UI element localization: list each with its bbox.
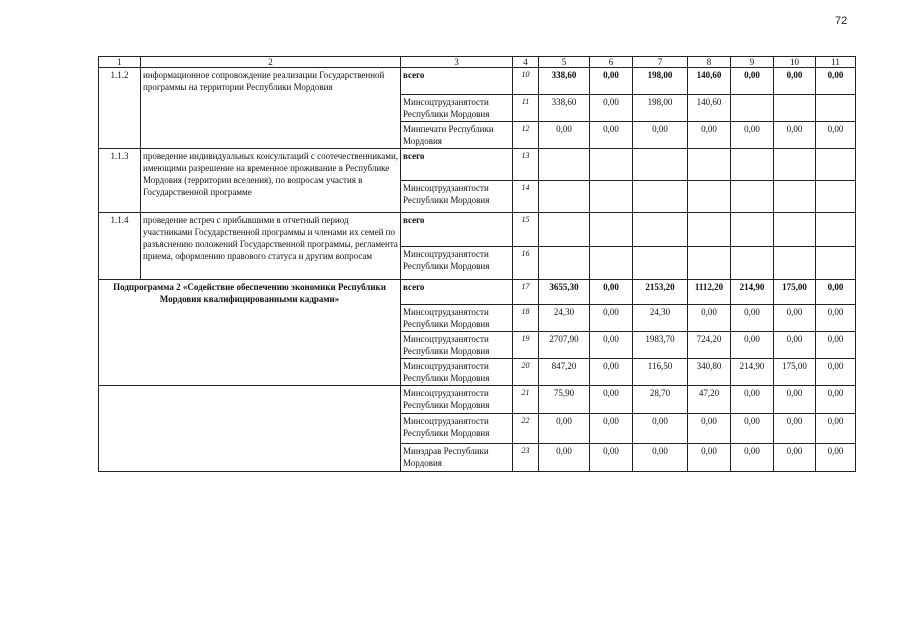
value-cell: 175,00 bbox=[774, 280, 816, 305]
value-cell bbox=[590, 181, 633, 213]
row-number: 22 bbox=[513, 414, 539, 444]
value-cell: 24,30 bbox=[539, 305, 590, 332]
value-cell bbox=[731, 213, 774, 247]
value-cell bbox=[774, 95, 816, 122]
value-cell bbox=[539, 149, 590, 181]
row-number: 16 bbox=[513, 247, 539, 280]
source-cell: Минсоцтрудзанятости Республики Мордовия bbox=[401, 359, 513, 386]
value-cell: 340,80 bbox=[688, 359, 731, 386]
value-cell: 0,00 bbox=[774, 68, 816, 95]
value-cell: 0,00 bbox=[731, 444, 774, 472]
value-cell: 338,60 bbox=[539, 95, 590, 122]
value-cell bbox=[590, 213, 633, 247]
row-number: 10 bbox=[513, 68, 539, 95]
value-cell: 0,00 bbox=[731, 386, 774, 414]
header-row bbox=[99, 57, 856, 68]
value-cell: 847,20 bbox=[539, 359, 590, 386]
source-cell: Минздрав Республики Мордовия bbox=[401, 444, 513, 472]
value-cell: 0,00 bbox=[816, 68, 856, 95]
source-cell: Минсоцтрудзанятости Республики Мордовия bbox=[401, 332, 513, 359]
value-cell: 0,00 bbox=[590, 359, 633, 386]
value-cell bbox=[816, 181, 856, 213]
value-cell bbox=[539, 213, 590, 247]
source-cell: Минсоцтрудзанятости Республики Мордовия bbox=[401, 95, 513, 122]
value-cell: 0,00 bbox=[816, 359, 856, 386]
item-code: 1.1.2 bbox=[99, 68, 141, 149]
value-cell bbox=[688, 247, 731, 280]
row-number: 20 bbox=[513, 359, 539, 386]
budget-table bbox=[98, 56, 856, 472]
header-cell: 4 bbox=[513, 57, 539, 68]
value-cell bbox=[590, 149, 633, 181]
value-cell: 214,90 bbox=[731, 359, 774, 386]
value-cell: 724,20 bbox=[688, 332, 731, 359]
source-cell: всего bbox=[401, 149, 513, 181]
value-cell: 47,20 bbox=[688, 386, 731, 414]
value-cell: 0,00 bbox=[688, 414, 731, 444]
value-cell: 0,00 bbox=[816, 444, 856, 472]
item-code: 1.1.4 bbox=[99, 213, 141, 280]
header-cell: 9 bbox=[731, 57, 774, 68]
value-cell: 0,00 bbox=[816, 280, 856, 305]
source-cell: Минпечати Республики Мордовия bbox=[401, 122, 513, 149]
value-cell: 0,00 bbox=[539, 414, 590, 444]
header-cell: 7 bbox=[633, 57, 688, 68]
value-cell: 0,00 bbox=[590, 280, 633, 305]
table-row bbox=[99, 280, 856, 305]
value-cell bbox=[688, 213, 731, 247]
header-cell: 5 bbox=[539, 57, 590, 68]
value-cell: 0,00 bbox=[590, 122, 633, 149]
value-cell bbox=[633, 181, 688, 213]
value-cell bbox=[731, 149, 774, 181]
value-cell: 140,60 bbox=[688, 95, 731, 122]
value-cell: 0,00 bbox=[539, 444, 590, 472]
value-cell: 1112,20 bbox=[688, 280, 731, 305]
value-cell bbox=[688, 181, 731, 213]
value-cell: 2707,90 bbox=[539, 332, 590, 359]
row-number: 14 bbox=[513, 181, 539, 213]
value-cell: 0,00 bbox=[731, 332, 774, 359]
item-code: 1.1.3 bbox=[99, 149, 141, 213]
value-cell: 0,00 bbox=[590, 414, 633, 444]
value-cell: 0,00 bbox=[590, 68, 633, 95]
header-cell: 2 bbox=[141, 57, 401, 68]
value-cell: 0,00 bbox=[816, 386, 856, 414]
row-number: 15 bbox=[513, 213, 539, 247]
value-cell bbox=[774, 181, 816, 213]
value-cell bbox=[816, 149, 856, 181]
source-cell: Минсоцтрудзанятости Республики Мордовия bbox=[401, 247, 513, 280]
source-cell: всего bbox=[401, 280, 513, 305]
value-cell bbox=[731, 95, 774, 122]
value-cell bbox=[633, 247, 688, 280]
value-cell: 0,00 bbox=[774, 332, 816, 359]
item-description: проведение встреч с прибывшими в отчетный период участниками Государственной программы и членами их семей по разъяснению положений Государственной программы, регламента приема, оформлению правового статуса и другим вопросам bbox=[141, 213, 401, 280]
value-cell: 0,00 bbox=[633, 414, 688, 444]
source-cell: Минсоцтрудзанятости Республики Мордовия bbox=[401, 181, 513, 213]
value-cell: 0,00 bbox=[816, 305, 856, 332]
header-cell: 10 bbox=[774, 57, 816, 68]
source-cell: Минсоцтрудзанятости Республики Мордовия bbox=[401, 305, 513, 332]
table-row bbox=[99, 213, 856, 247]
value-cell bbox=[816, 247, 856, 280]
row-number: 11 bbox=[513, 95, 539, 122]
value-cell: 0,00 bbox=[590, 386, 633, 414]
value-cell: 0,00 bbox=[774, 305, 816, 332]
source-cell: всего bbox=[401, 213, 513, 247]
value-cell bbox=[816, 95, 856, 122]
row-number: 12 bbox=[513, 122, 539, 149]
empty-cell bbox=[99, 386, 401, 472]
value-cell: 0,00 bbox=[816, 332, 856, 359]
value-cell: 0,00 bbox=[590, 332, 633, 359]
value-cell: 0,00 bbox=[816, 414, 856, 444]
value-cell: 0,00 bbox=[731, 122, 774, 149]
value-cell: 1983,70 bbox=[633, 332, 688, 359]
value-cell: 175,00 bbox=[774, 359, 816, 386]
value-cell bbox=[590, 247, 633, 280]
header-cell: 11 bbox=[816, 57, 856, 68]
row-number: 19 bbox=[513, 332, 539, 359]
value-cell: 198,00 bbox=[633, 95, 688, 122]
value-cell: 0,00 bbox=[688, 305, 731, 332]
page-number: 72 bbox=[835, 15, 848, 27]
value-cell: 0,00 bbox=[688, 122, 731, 149]
value-cell: 0,00 bbox=[731, 414, 774, 444]
value-cell: 0,00 bbox=[774, 122, 816, 149]
value-cell: 0,00 bbox=[590, 305, 633, 332]
value-cell: 0,00 bbox=[731, 305, 774, 332]
value-cell: 198,00 bbox=[633, 68, 688, 95]
value-cell: 0,00 bbox=[633, 444, 688, 472]
value-cell bbox=[633, 213, 688, 247]
value-cell: 75,90 bbox=[539, 386, 590, 414]
value-cell: 3655,30 bbox=[539, 280, 590, 305]
value-cell bbox=[688, 149, 731, 181]
value-cell bbox=[774, 213, 816, 247]
value-cell bbox=[731, 181, 774, 213]
source-cell: всего bbox=[401, 68, 513, 95]
value-cell: 214,90 bbox=[731, 280, 774, 305]
value-cell: 2153,20 bbox=[633, 280, 688, 305]
row-number: 23 bbox=[513, 444, 539, 472]
value-cell bbox=[633, 149, 688, 181]
table-row bbox=[99, 68, 856, 95]
source-cell: Минсоцтрудзанятости Республики Мордовия bbox=[401, 386, 513, 414]
value-cell: 0,00 bbox=[688, 444, 731, 472]
value-cell: 140,60 bbox=[688, 68, 731, 95]
header-cell: 3 bbox=[401, 57, 513, 68]
value-cell: 0,00 bbox=[731, 68, 774, 95]
item-description: информационное сопровождение реализации Государственной программы на территории Республики Мордовия bbox=[141, 68, 401, 149]
row-number: 13 bbox=[513, 149, 539, 181]
table-row bbox=[99, 386, 856, 414]
value-cell: 0,00 bbox=[774, 444, 816, 472]
value-cell: 0,00 bbox=[590, 95, 633, 122]
table-row bbox=[99, 149, 856, 181]
value-cell bbox=[731, 247, 774, 280]
value-cell: 28,70 bbox=[633, 386, 688, 414]
header-cell: 1 bbox=[99, 57, 141, 68]
header-cell: 8 bbox=[688, 57, 731, 68]
value-cell: 0,00 bbox=[539, 122, 590, 149]
value-cell bbox=[539, 181, 590, 213]
value-cell: 338,60 bbox=[539, 68, 590, 95]
row-number: 17 bbox=[513, 280, 539, 305]
item-description: проведение индивидуальных консультаций с соотечественниками, имеющими разрешение на временное проживание в Республике Мордовия (территории вселения), по вопросам участия в Государственной программе bbox=[141, 149, 401, 213]
value-cell: 0,00 bbox=[590, 444, 633, 472]
value-cell bbox=[774, 247, 816, 280]
value-cell: 0,00 bbox=[816, 122, 856, 149]
value-cell: 0,00 bbox=[633, 122, 688, 149]
value-cell bbox=[774, 149, 816, 181]
row-number: 21 bbox=[513, 386, 539, 414]
value-cell: 0,00 bbox=[774, 414, 816, 444]
subprogram-title: Подпрограмма 2 «Содействие обеспечению экономики Республики Мордовия квалифицированными кадрами» bbox=[99, 280, 401, 386]
value-cell: 24,30 bbox=[633, 305, 688, 332]
header-cell: 6 bbox=[590, 57, 633, 68]
row-number: 18 bbox=[513, 305, 539, 332]
source-cell: Минсоцтрудзанятости Республики Мордовия bbox=[401, 414, 513, 444]
value-cell: 116,50 bbox=[633, 359, 688, 386]
value-cell: 0,00 bbox=[774, 386, 816, 414]
value-cell bbox=[816, 213, 856, 247]
value-cell bbox=[539, 247, 590, 280]
